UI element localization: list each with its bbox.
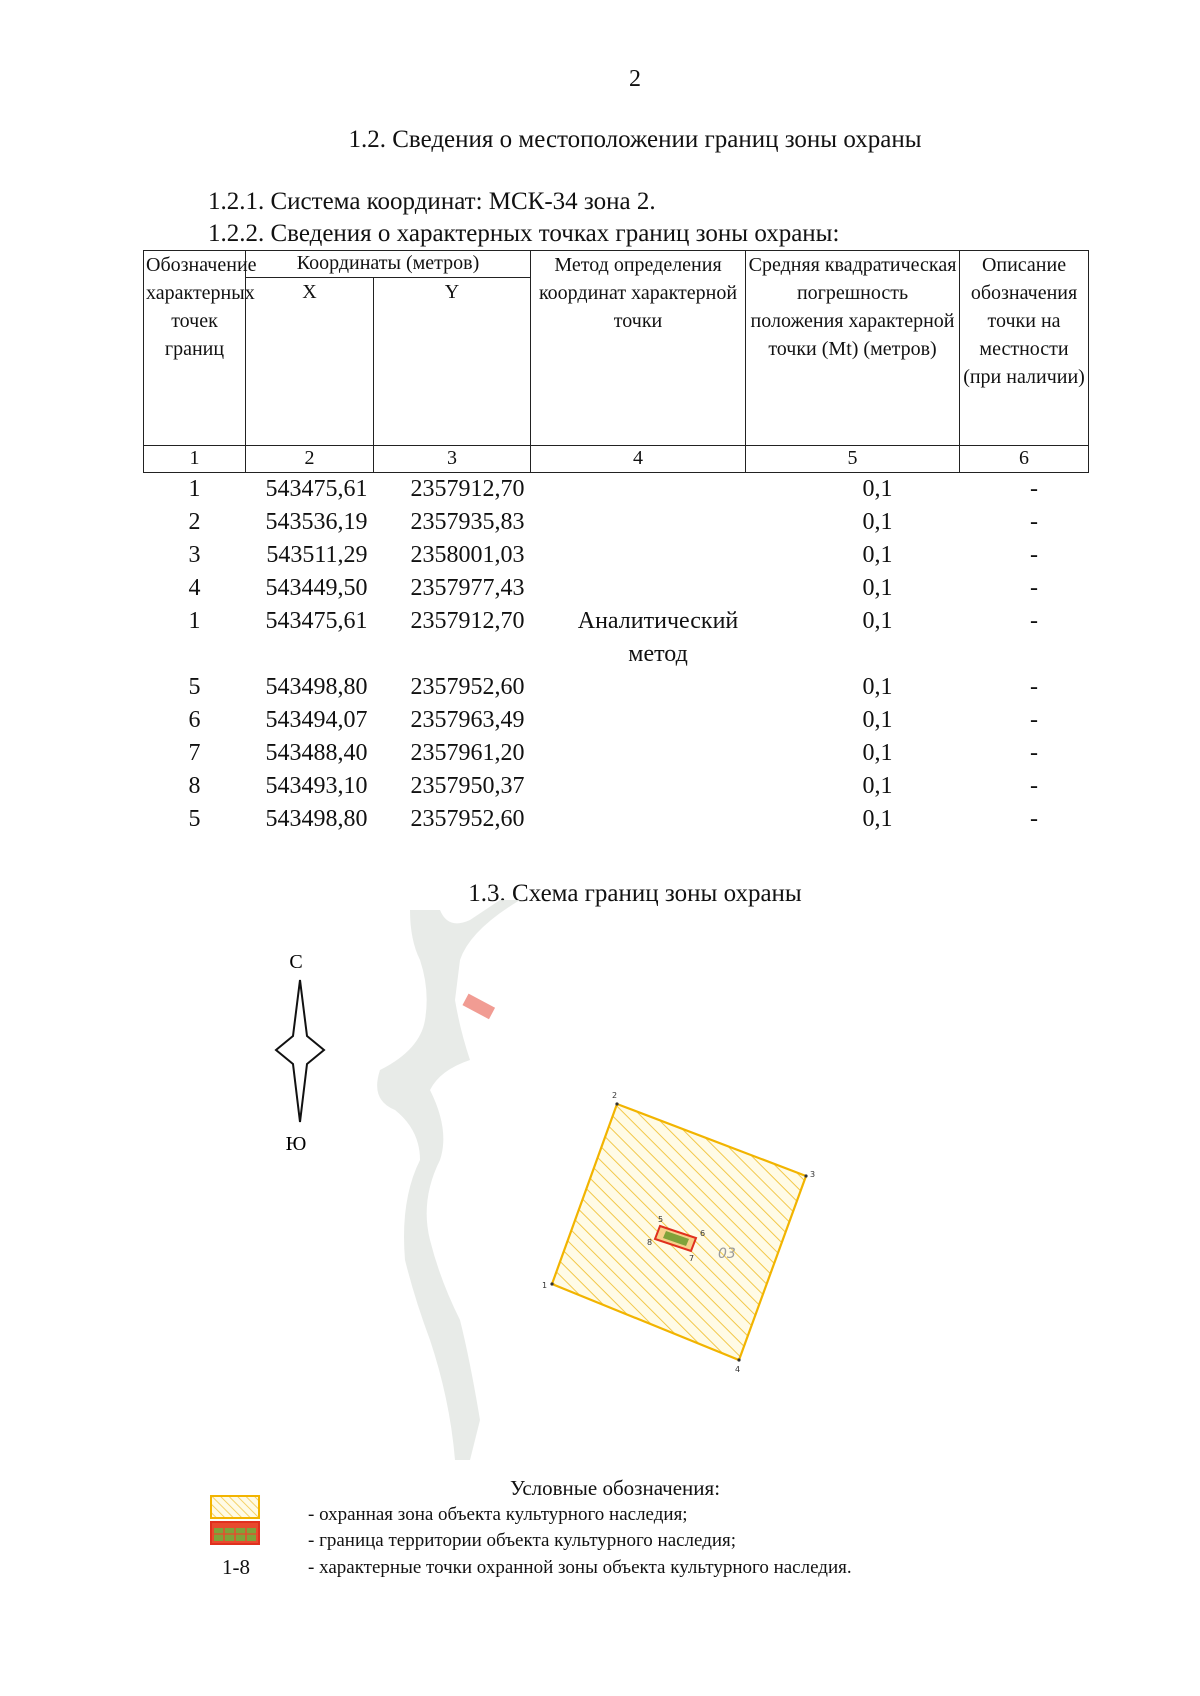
error-cell: 0,1	[862, 740, 893, 766]
column-number: 4	[531, 446, 746, 473]
column-number: 3	[374, 446, 531, 473]
description-cell: -	[1030, 509, 1039, 535]
point-cell: 2	[188, 509, 201, 535]
header-y: Y	[374, 278, 531, 446]
description-cell: -	[1030, 806, 1039, 832]
error-cell: 0,1	[862, 542, 893, 568]
x-cell: 543475,61	[265, 608, 368, 634]
description-cell: -	[1030, 773, 1039, 799]
legend-territory-swatch	[210, 1521, 260, 1545]
y-cell: 2357912,70	[410, 476, 525, 502]
x-cell: 543536,19	[265, 509, 368, 535]
y-cell: 2357952,60	[410, 806, 525, 832]
error-cell: 0,1	[862, 806, 893, 832]
coordinate-system-line: 1.2.1. Система координат: МСК-34 зона 2.	[208, 188, 656, 215]
y-cell: 2358001,03	[410, 542, 525, 568]
neighbor-object	[462, 994, 495, 1020]
point-label-5: 5	[658, 1215, 664, 1224]
coordinates-table	[143, 250, 1089, 836]
north-arrow	[276, 951, 324, 1155]
error-cell: 0,1	[862, 674, 893, 700]
y-cell: 2357935,83	[410, 509, 525, 535]
error-cell: 0,1	[862, 509, 893, 535]
point-cell: 5	[188, 674, 201, 700]
legend-item-territory: - граница территории объекта культурного наследия;	[308, 1530, 737, 1551]
zone-label: 03	[718, 1246, 736, 1262]
y-cell: 2357952,60	[410, 674, 525, 700]
x-cell: 543449,50	[265, 575, 368, 601]
x-cell: 543488,40	[265, 740, 368, 766]
point-cell: 6	[188, 707, 201, 733]
description-cell: -	[1030, 476, 1039, 502]
section-title-1-3: 1.3. Схема границ зоны охраны	[468, 880, 802, 907]
header-x: X	[246, 278, 374, 446]
point-label-7: 7	[689, 1254, 695, 1263]
header-designation: Обозначение характерных точек границ	[144, 251, 246, 446]
column-number: 1	[144, 446, 246, 473]
legend-item-points: - характерные точки охранной зоны объекта культурного наследия.	[308, 1557, 852, 1578]
column-number: 5	[746, 446, 960, 473]
table-row	[144, 473, 1089, 507]
points-info-line: 1.2.2. Сведения о характерных точках границ зоны охраны:	[208, 220, 840, 247]
description-cell: -	[1030, 542, 1039, 568]
x-cell: 543493,10	[265, 773, 368, 799]
compass-north-label: С	[289, 951, 303, 973]
description-cell: -	[1030, 575, 1039, 601]
point-label-4: 4	[735, 1365, 741, 1374]
river-shape	[377, 900, 520, 1460]
column-number: 6	[960, 446, 1089, 473]
point-label-8: 8	[647, 1238, 653, 1247]
header-error: Средняя квадратическая погрешность положения характерной точки (Mt) (метров)	[746, 251, 960, 446]
point-cell: 4	[188, 575, 201, 601]
y-cell: 2357977,43	[410, 575, 525, 601]
error-cell: 0,1	[862, 608, 893, 634]
description-cell: -	[1030, 707, 1039, 733]
x-cell: 543511,29	[266, 542, 368, 568]
point-cell: 3	[188, 542, 201, 568]
y-cell: 2357912,70	[410, 608, 525, 634]
point-label-6: 6	[700, 1229, 706, 1238]
x-cell: 543494,07	[265, 707, 368, 733]
point-label-2: 2	[612, 1091, 618, 1100]
legend-zone-swatch	[210, 1495, 260, 1519]
point-label-3: 3	[810, 1170, 816, 1179]
header-method: Метод определения координат характерной точки	[531, 251, 746, 446]
point-cell: 5	[188, 806, 201, 832]
page-number: 2	[629, 66, 641, 92]
x-cell: 543475,61	[265, 476, 368, 502]
description-cell: -	[1030, 608, 1039, 634]
point-label-1: 1	[542, 1281, 548, 1290]
point-cell: 8	[188, 773, 201, 799]
y-cell: 2357961,20	[410, 740, 525, 766]
error-cell: 0,1	[862, 476, 893, 502]
point-cell: 7	[188, 740, 201, 766]
error-cell: 0,1	[862, 773, 893, 799]
x-cell: 543498,80	[265, 674, 368, 700]
point-cell: 1	[188, 476, 201, 502]
x-cell: 543498,80	[265, 806, 368, 832]
column-number: 2	[246, 446, 374, 473]
y-cell: 2357963,49	[410, 707, 525, 733]
legend-title: Условные обозначения:	[510, 1476, 721, 1500]
method-cell: Аналитический метод	[577, 608, 739, 667]
error-cell: 0,1	[862, 575, 893, 601]
header-coordinates: Координаты (метров)	[246, 251, 531, 278]
legend-points-label: 1-8	[222, 1555, 250, 1579]
boundary-scheme	[0, 900, 1200, 1460]
compass-south-label: Ю	[285, 1133, 307, 1155]
legend-item-zone: - охранная зона объекта культурного наследия;	[308, 1504, 688, 1525]
y-cell: 2357950,37	[410, 773, 525, 799]
section-title-1-2: 1.2. Сведения о местоположении границ зоны охраны	[348, 126, 922, 153]
description-cell: -	[1030, 674, 1039, 700]
description-cell: -	[1030, 740, 1039, 766]
error-cell: 0,1	[862, 707, 893, 733]
header-description: Описание обозначения точки на местности (при наличии)	[960, 251, 1089, 446]
point-cell: 1	[188, 608, 201, 634]
